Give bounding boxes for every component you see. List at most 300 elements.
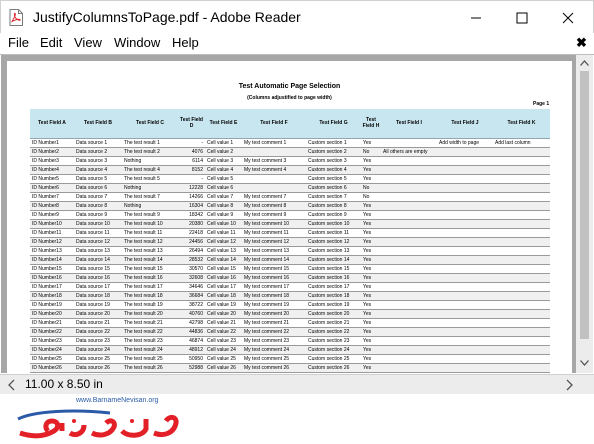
table-cell <box>493 264 550 273</box>
table-cell <box>381 174 437 183</box>
chevron-left-icon[interactable] <box>7 379 17 391</box>
table-cell: Custom section 12 <box>306 237 361 246</box>
maximize-icon <box>516 12 528 24</box>
table-cell <box>493 219 550 228</box>
table-cell: My test comment 1 <box>242 138 306 147</box>
table-cell <box>381 138 437 147</box>
table-cell <box>381 210 437 219</box>
table-cell <box>493 147 550 156</box>
table-cell: ID Number14 <box>30 255 74 264</box>
table-cell: ID Number4 <box>30 165 74 174</box>
pdf-page-number: Page 1 <box>533 101 550 107</box>
table-cell: Data source 9 <box>74 210 122 219</box>
table-cell: Yes <box>361 156 381 165</box>
scroll-down-button[interactable] <box>576 355 593 370</box>
table-cell: My test comment 15 <box>242 264 306 273</box>
table-cell: 24456 <box>178 237 205 246</box>
table-cell: My test comment 10 <box>242 219 306 228</box>
table-cell <box>493 255 550 264</box>
table-cell: The test result 15 <box>122 264 178 273</box>
watermark <box>0 395 594 444</box>
table-row <box>30 363 550 372</box>
table-cell: Custom section 22 <box>306 327 361 336</box>
table-cell <box>381 291 437 300</box>
table-cell: Data source 2 <box>74 147 122 156</box>
page-size-label: 11.00 x 8.50 in <box>25 377 103 391</box>
table-cell <box>493 345 550 354</box>
table-cell: Cell value 16 <box>205 273 242 282</box>
table-cell <box>437 255 493 264</box>
table-cell: Custom section 11 <box>306 228 361 237</box>
table-cell: Data source 23 <box>74 336 122 345</box>
table-cell <box>381 192 437 201</box>
table-cell: Data source 26 <box>74 363 122 372</box>
watermark-url: www.BarnameNevisan.org <box>76 397 159 404</box>
title-bar <box>0 0 594 33</box>
table-cell: 8152 <box>178 165 205 174</box>
table-cell <box>493 156 550 165</box>
table-cell: Custom section 5 <box>306 174 361 183</box>
table-cell: Cell value 22 <box>205 327 242 336</box>
chevron-right-icon[interactable] <box>564 379 574 391</box>
table-header-cell: Test Field G <box>306 109 361 138</box>
table-cell: The test result 14 <box>122 255 178 264</box>
table-cell: Data source 6 <box>74 183 122 192</box>
table-cell <box>437 192 493 201</box>
chevron-down-icon <box>580 360 589 366</box>
table-cell: Cell value 8 <box>205 201 242 210</box>
pdf-file-icon <box>8 9 24 26</box>
pdf-subtitle: (Columns adjustified to page width) <box>247 95 332 101</box>
table-cell: Custom section 14 <box>306 255 361 264</box>
table-cell <box>493 210 550 219</box>
table-cell: Data source 3 <box>74 156 122 165</box>
table-cell: Yes <box>361 210 381 219</box>
table-row <box>30 264 550 273</box>
table-cell <box>242 174 306 183</box>
table-cell: My test comment 24 <box>242 345 306 354</box>
table-cell <box>381 363 437 372</box>
table-cell: My test comment 11 <box>242 228 306 237</box>
table-cell <box>242 147 306 156</box>
table-row <box>30 228 550 237</box>
table-cell <box>493 327 550 336</box>
table-cell: Cell value 6 <box>205 183 242 192</box>
table-cell <box>493 318 550 327</box>
table-cell <box>437 309 493 318</box>
table-cell: Data source 1 <box>74 138 122 147</box>
table-row <box>30 309 550 318</box>
minimize-icon <box>470 12 482 24</box>
table-row <box>30 237 550 246</box>
table-cell <box>493 363 550 372</box>
table-cell: 26494 <box>178 246 205 255</box>
table-cell: ID Number18 <box>30 291 74 300</box>
table-cell: Data source 21 <box>74 318 122 327</box>
table-cell: No <box>361 147 381 156</box>
table-cell <box>381 219 437 228</box>
table-cell: 30570 <box>178 264 205 273</box>
table-cell: The test result 23 <box>122 336 178 345</box>
table-row <box>30 174 550 183</box>
table-cell <box>493 201 550 210</box>
table-cell: The test result 17 <box>122 282 178 291</box>
table-cell: The test result 10 <box>122 219 178 228</box>
menu-view[interactable]: View <box>74 35 102 50</box>
table-cell: Yes <box>361 138 381 147</box>
table-cell: The test result 5 <box>122 174 178 183</box>
table-cell: 4076 <box>178 147 205 156</box>
table-cell <box>437 264 493 273</box>
table-cell: Data source 17 <box>74 282 122 291</box>
maximize-button[interactable] <box>499 1 545 34</box>
table-row <box>30 219 550 228</box>
table-cell: 46874 <box>178 336 205 345</box>
table-cell: Custom section 10 <box>306 219 361 228</box>
table-cell: Custom section 13 <box>306 246 361 255</box>
table-cell: The test result 24 <box>122 345 178 354</box>
table-cell: ID Number3 <box>30 156 74 165</box>
table-cell: 40760 <box>178 309 205 318</box>
table-cell: Cell value 21 <box>205 318 242 327</box>
table-cell: Cell value 14 <box>205 255 242 264</box>
table-cell <box>493 237 550 246</box>
table-cell: Nothing <box>122 183 178 192</box>
table-row <box>30 246 550 255</box>
scroll-thumb[interactable] <box>580 71 589 339</box>
table-row <box>30 327 550 336</box>
table-cell <box>381 336 437 345</box>
table-cell <box>493 192 550 201</box>
table-cell: 16304 <box>178 201 205 210</box>
table-cell <box>437 165 493 174</box>
table-cell: Yes <box>361 282 381 291</box>
table-cell: My test comment 26 <box>242 363 306 372</box>
table-cell: Cell value 26 <box>205 363 242 372</box>
table-row <box>30 147 550 156</box>
table-cell: ID Number19 <box>30 300 74 309</box>
table-cell: ID Number25 <box>30 354 74 363</box>
table-cell: Yes <box>361 345 381 354</box>
table-cell: 28532 <box>178 255 205 264</box>
table-cell <box>381 318 437 327</box>
window-title: JustifyColumnsToPage.pdf - Adobe Reader <box>33 9 301 25</box>
table-cell: Data source 20 <box>74 309 122 318</box>
table-row <box>30 345 550 354</box>
table-header-cell: Test Field J <box>437 109 493 138</box>
table-header-cell: Test Field B <box>74 109 122 138</box>
minimize-button[interactable] <box>453 1 499 34</box>
table-cell: Custom section 25 <box>306 354 361 363</box>
table-cell: Yes <box>361 327 381 336</box>
close-button[interactable] <box>545 1 591 34</box>
table-cell: Cell value 1 <box>205 138 242 147</box>
table-cell: 6114 <box>178 156 205 165</box>
table-cell: The test result 18 <box>122 291 178 300</box>
table-cell: Custom section 26 <box>306 363 361 372</box>
table-cell <box>381 237 437 246</box>
table-cell: Cell value 9 <box>205 210 242 219</box>
table-cell: Yes <box>361 363 381 372</box>
table-cell: The test result 20 <box>122 309 178 318</box>
table-cell: 48912 <box>178 345 205 354</box>
table-cell: 36684 <box>178 291 205 300</box>
table-cell: Custom section 21 <box>306 318 361 327</box>
table-cell: ID Number7 <box>30 192 74 201</box>
table-cell: Yes <box>361 219 381 228</box>
table-row <box>30 282 550 291</box>
table-cell <box>381 327 437 336</box>
table-cell <box>242 183 306 192</box>
table-cell: 52988 <box>178 363 205 372</box>
table-cell: Data source 22 <box>74 327 122 336</box>
table-cell: Yes <box>361 273 381 282</box>
table-cell <box>381 273 437 282</box>
table-cell <box>381 156 437 165</box>
table-cell: My test comment 19 <box>242 300 306 309</box>
table-cell: 42798 <box>178 318 205 327</box>
close-icon <box>562 12 574 24</box>
table-cell: ID Number22 <box>30 327 74 336</box>
table-cell: Data source 8 <box>74 201 122 210</box>
table-cell: Custom section 7 <box>306 192 361 201</box>
watermark-logo <box>14 403 184 441</box>
table-cell: Cell value 19 <box>205 300 242 309</box>
table-cell <box>437 363 493 372</box>
table-row <box>30 165 550 174</box>
table-cell <box>493 282 550 291</box>
table-header-cell: Test Field H <box>361 109 381 138</box>
table-cell: Cell value 3 <box>205 156 242 165</box>
table-cell: Data source 15 <box>74 264 122 273</box>
table-cell <box>381 228 437 237</box>
table-cell: ID Number6 <box>30 183 74 192</box>
table-cell: The test result 7 <box>122 192 178 201</box>
table-cell: My test comment 18 <box>242 291 306 300</box>
table-cell: ID Number15 <box>30 264 74 273</box>
table-cell: Yes <box>361 165 381 174</box>
table-cell: Custom section 20 <box>306 309 361 318</box>
table-cell: Data source 18 <box>74 291 122 300</box>
table-cell <box>437 336 493 345</box>
table-cell: - <box>178 138 205 147</box>
table-cell: My test comment 14 <box>242 255 306 264</box>
table-cell: Custom section 9 <box>306 210 361 219</box>
table-cell: The test result 11 <box>122 228 178 237</box>
table-cell <box>437 345 493 354</box>
table-cell: 20380 <box>178 219 205 228</box>
pdf-table <box>30 109 550 373</box>
table-cell: ID Number9 <box>30 210 74 219</box>
table-cell <box>493 300 550 309</box>
table-row <box>30 336 550 345</box>
table-cell: Cell value 2 <box>205 147 242 156</box>
pdf-title: Test Automatic Page Selection <box>238 83 341 90</box>
table-cell: The test result 16 <box>122 273 178 282</box>
table-cell: ID Number21 <box>30 318 74 327</box>
table-cell: Data source 7 <box>74 192 122 201</box>
pdf-page <box>7 61 572 373</box>
table-cell: My test comment 7 <box>242 192 306 201</box>
table-row <box>30 273 550 282</box>
table-header-cell: Test Field C <box>122 109 178 138</box>
table-cell: My test comment 12 <box>242 237 306 246</box>
table-cell: 32608 <box>178 273 205 282</box>
table-cell: Nothing <box>122 156 178 165</box>
table-cell <box>493 291 550 300</box>
table-cell: Add last column <box>493 138 550 147</box>
table-cell <box>437 354 493 363</box>
table-header-row <box>30 109 550 138</box>
table-header-cell: Test Field E <box>205 109 242 138</box>
table-cell: Nothing <box>122 201 178 210</box>
table-cell <box>437 201 493 210</box>
table-cell <box>493 174 550 183</box>
table-cell <box>437 246 493 255</box>
table-cell <box>437 327 493 336</box>
table-cell: My test comment 3 <box>242 156 306 165</box>
table-cell <box>381 201 437 210</box>
table-cell <box>437 174 493 183</box>
table-cell: The test result 26 <box>122 363 178 372</box>
table-cell: Yes <box>361 237 381 246</box>
table-row <box>30 354 550 363</box>
table-cell: Custom section 19 <box>306 300 361 309</box>
table-header-cell: Test Field A <box>30 109 74 138</box>
table-cell: My test comment 9 <box>242 210 306 219</box>
table-cell <box>493 183 550 192</box>
table-cell: Custom section 8 <box>306 201 361 210</box>
table-cell: Cell value 10 <box>205 219 242 228</box>
table-cell: ID Number5 <box>30 174 74 183</box>
table-cell <box>437 318 493 327</box>
table-cell: All others are empty <box>381 147 437 156</box>
table-cell: The test result 2 <box>122 147 178 156</box>
menu-file[interactable]: File <box>8 35 29 50</box>
table-cell: Data source 5 <box>74 174 122 183</box>
table-cell: Data source 12 <box>74 237 122 246</box>
table-cell: ID Number8 <box>30 201 74 210</box>
table-cell: Custom section 6 <box>306 183 361 192</box>
table-cell: Yes <box>361 174 381 183</box>
table-cell: My test comment 8 <box>242 201 306 210</box>
table-cell: ID Number17 <box>30 282 74 291</box>
table-cell: ID Number10 <box>30 219 74 228</box>
table-cell: No <box>361 183 381 192</box>
table-cell: 44836 <box>178 327 205 336</box>
table-cell: Cell value 12 <box>205 237 242 246</box>
menu-help[interactable]: Help <box>172 35 199 50</box>
table-cell: ID Number11 <box>30 228 74 237</box>
table-cell: Custom section 16 <box>306 273 361 282</box>
table-cell: - <box>178 174 205 183</box>
menu-edit[interactable]: Edit <box>40 35 63 50</box>
table-cell: Yes <box>361 228 381 237</box>
table-cell: Data source 11 <box>74 228 122 237</box>
table-cell: 12228 <box>178 183 205 192</box>
table-cell: Cell value 7 <box>205 192 242 201</box>
table-cell: Yes <box>361 300 381 309</box>
table-cell <box>437 183 493 192</box>
table-cell <box>437 156 493 165</box>
table-cell <box>493 336 550 345</box>
table-cell: ID Number24 <box>30 345 74 354</box>
table-row <box>30 300 550 309</box>
table-cell <box>437 219 493 228</box>
table-cell: Yes <box>361 336 381 345</box>
table-cell: ID Number16 <box>30 273 74 282</box>
table-cell: My test comment 17 <box>242 282 306 291</box>
chevron-up-icon <box>580 60 589 66</box>
table-cell: Custom section 24 <box>306 345 361 354</box>
table-cell: The test result 12 <box>122 237 178 246</box>
table-cell <box>437 147 493 156</box>
table-cell: Yes <box>361 291 381 300</box>
table-cell <box>437 291 493 300</box>
table-cell: Cell value 15 <box>205 264 242 273</box>
table-cell: Cell value 11 <box>205 228 242 237</box>
table-cell: The test result 4 <box>122 165 178 174</box>
menu-bar <box>0 33 594 53</box>
table-cell: The test result 22 <box>122 327 178 336</box>
table-cell: The test result 25 <box>122 354 178 363</box>
table-cell: Custom section 23 <box>306 336 361 345</box>
table-row <box>30 183 550 192</box>
table-cell: ID Number12 <box>30 237 74 246</box>
table-cell <box>381 300 437 309</box>
table-cell: Custom section 1 <box>306 138 361 147</box>
table-cell <box>381 183 437 192</box>
table-header-cell: Test Field F <box>242 109 306 138</box>
table-cell: 18342 <box>178 210 205 219</box>
table-cell: 38722 <box>178 300 205 309</box>
table-row <box>30 291 550 300</box>
table-cell <box>381 309 437 318</box>
table-header-cell: Test Field K <box>493 109 550 138</box>
table-row <box>30 318 550 327</box>
table-cell <box>381 246 437 255</box>
table-cell: Data source 10 <box>74 219 122 228</box>
table-cell: Data source 13 <box>74 246 122 255</box>
table-cell: 50950 <box>178 354 205 363</box>
table-cell: Custom section 3 <box>306 156 361 165</box>
table-cell: My test comment 20 <box>242 309 306 318</box>
table-cell <box>437 228 493 237</box>
table-cell <box>437 282 493 291</box>
table-row <box>30 156 550 165</box>
table-cell: Cell value 20 <box>205 309 242 318</box>
table-cell: 14266 <box>178 192 205 201</box>
table-row <box>30 210 550 219</box>
table-cell: 34646 <box>178 282 205 291</box>
table-cell: ID Number2 <box>30 147 74 156</box>
table-cell: ID Number1 <box>30 138 74 147</box>
table-cell: Yes <box>361 309 381 318</box>
table-cell: Yes <box>361 354 381 363</box>
table-cell: Cell value 17 <box>205 282 242 291</box>
scroll-up-button[interactable] <box>576 55 593 70</box>
table-cell: My test comment 16 <box>242 273 306 282</box>
close-document-icon[interactable]: ✖ <box>576 35 587 50</box>
table-cell: My test comment 23 <box>242 336 306 345</box>
table-cell: Data source 4 <box>74 165 122 174</box>
vertical-scrollbar[interactable] <box>576 55 593 373</box>
table-cell <box>437 210 493 219</box>
table-cell: My test comment 13 <box>242 246 306 255</box>
table-cell: The test result 19 <box>122 300 178 309</box>
table-cell <box>493 309 550 318</box>
menu-window[interactable]: Window <box>114 35 161 50</box>
